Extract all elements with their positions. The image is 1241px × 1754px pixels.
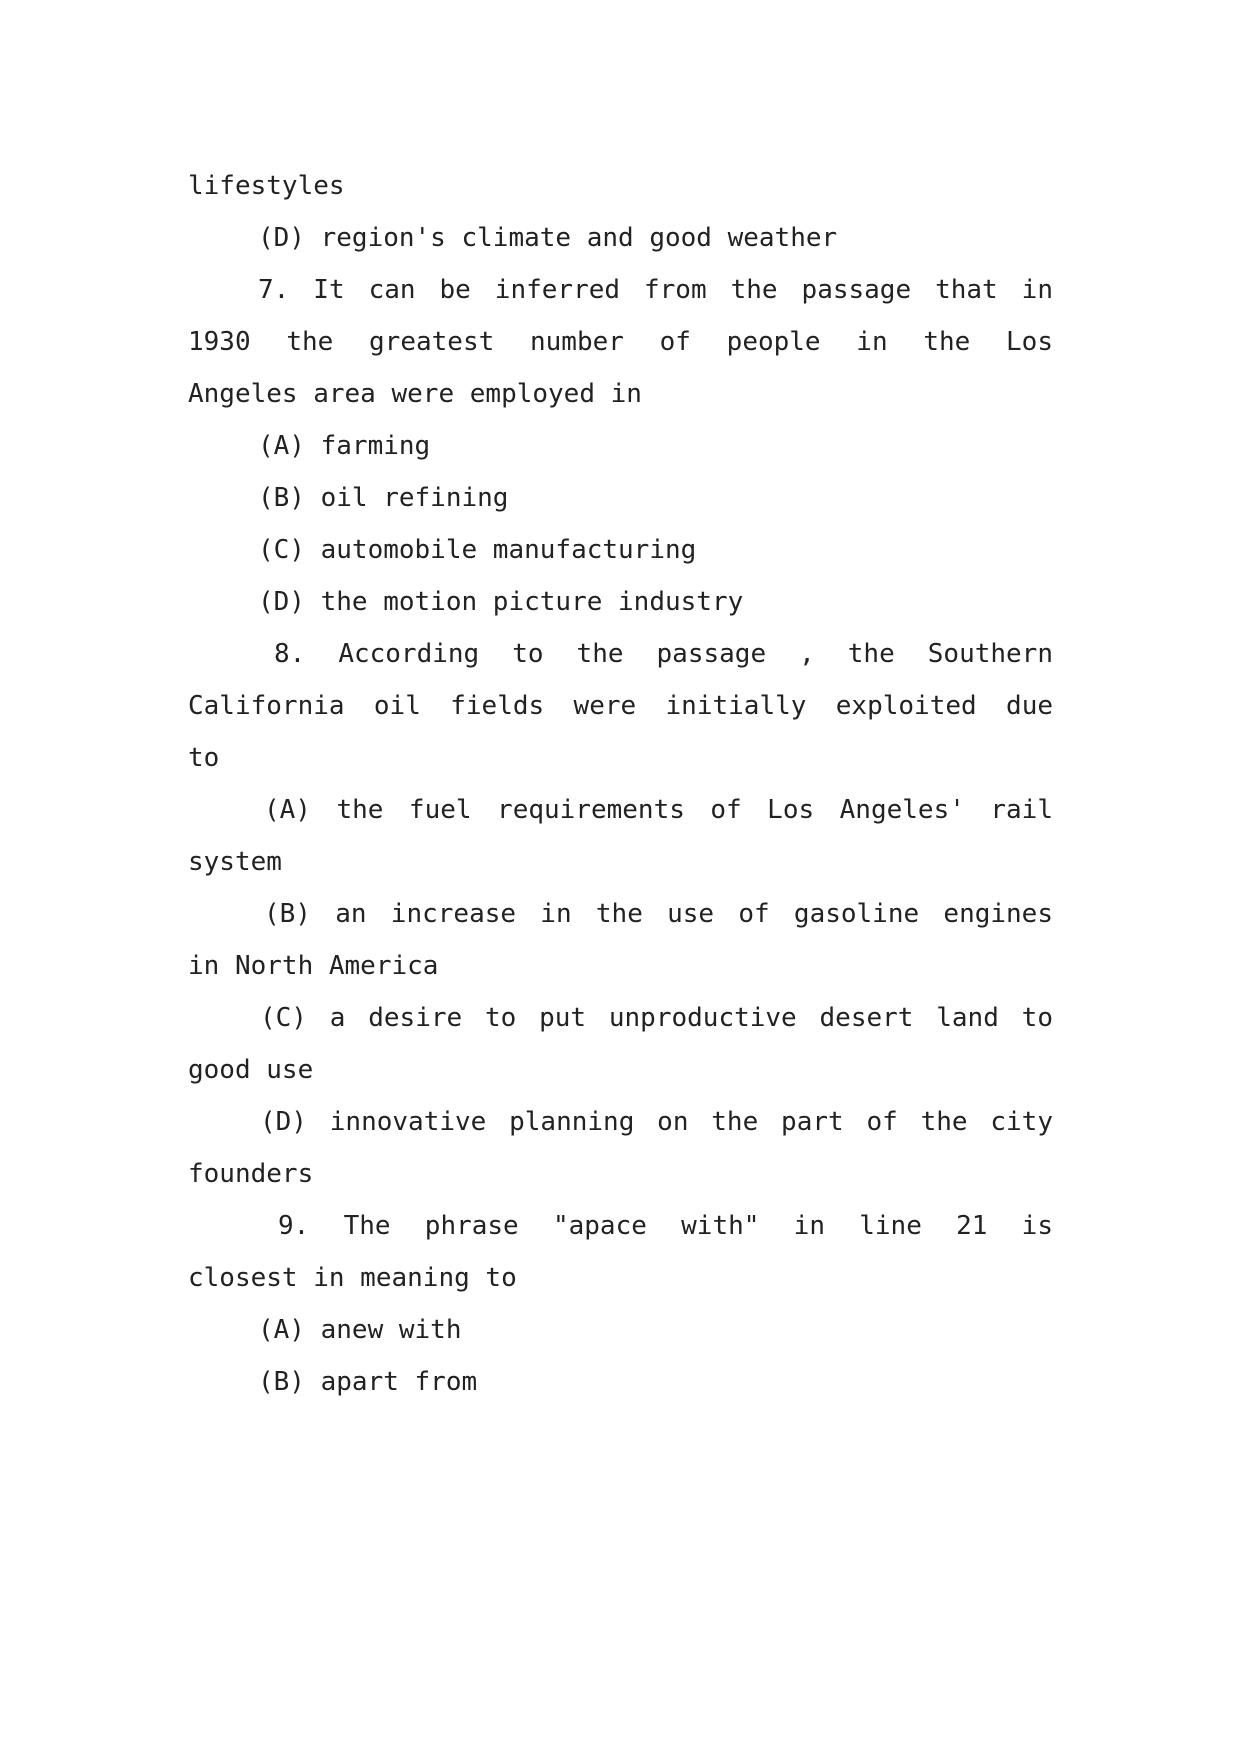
answer-option: (D) region's climate and good weather [258, 223, 838, 253]
text-line: California oil fields were initially exploited due [188, 691, 1053, 721]
question-8: 8. According to the passage , the Southern [274, 639, 1053, 669]
answer-option: (A) farming [258, 431, 431, 461]
answer-option: (A) anew with [258, 1315, 462, 1345]
question-7: 7. It can be inferred from the passage that in [258, 275, 1053, 305]
answer-option: (D) innovative planning on the part of the city [260, 1107, 1053, 1137]
answer-option: (B) an increase in the use of gasoline engines [264, 899, 1053, 929]
text-line: 1930 the greatest number of people in the Los [188, 327, 1053, 357]
answer-option: (D) the motion picture industry [258, 587, 744, 617]
text-line: to [188, 743, 220, 773]
text-line: closest in meaning to [188, 1263, 517, 1293]
answer-option: (B) apart from [258, 1367, 478, 1397]
text-line: founders [188, 1159, 314, 1189]
text-line: good use [188, 1055, 314, 1085]
answer-option: (C) automobile manufacturing [258, 535, 697, 565]
answer-option: (B) oil refining [258, 483, 509, 513]
text-line: system [188, 847, 282, 877]
answer-option: (C) a desire to put unproductive desert land to [260, 1003, 1053, 1033]
text-line: in North America [188, 951, 439, 981]
answer-option: (A) the fuel requirements of Los Angeles' rail [264, 795, 1053, 825]
text-line: lifestyles [188, 171, 345, 201]
text-line: Angeles area were employed in [188, 379, 642, 409]
question-9: 9. The phrase "apace with" in line 21 is [278, 1211, 1053, 1241]
